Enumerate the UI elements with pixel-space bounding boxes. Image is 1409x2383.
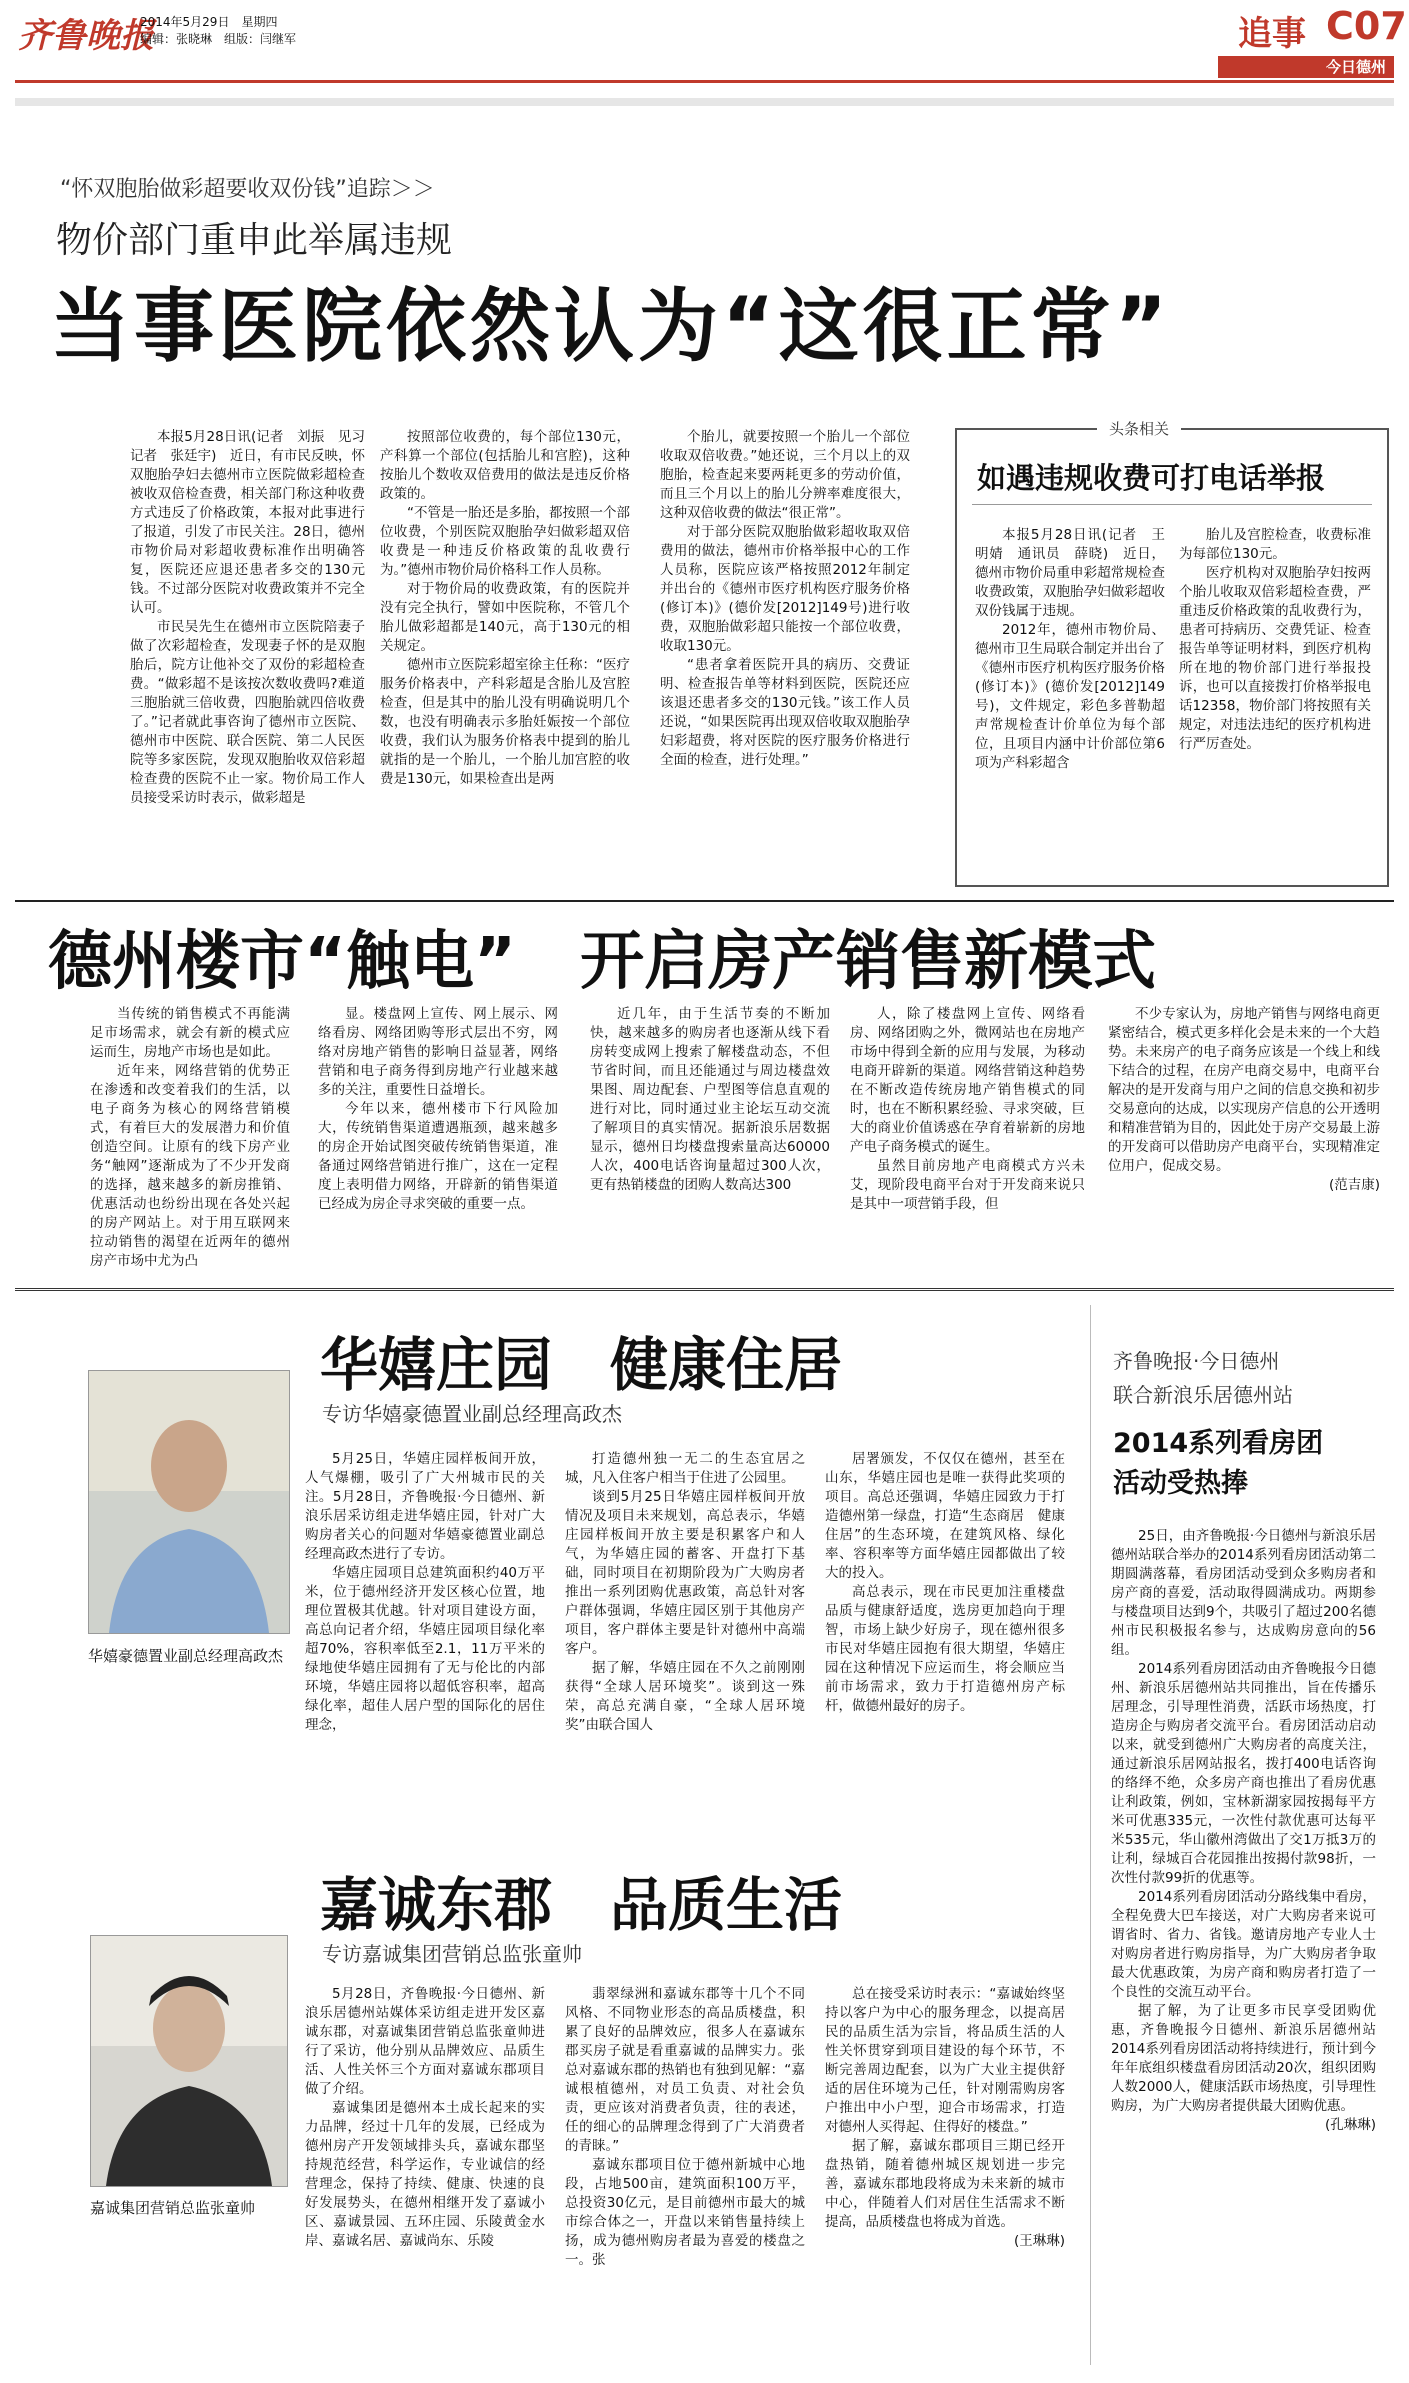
- paragraph: 个胎儿，就要按照一个胎儿一个部位收取双倍收费。”她还说，三个月以上的双胞胎，检查起来要两耗更多的劳动价值，而且三个月以上的胎儿分辨率难度很大，这种双倍收费的做法“很正常”。: [660, 429, 910, 521]
- person-portrait-icon: [89, 1371, 289, 1633]
- paragraph: 医疗机构对双胞胎孕妇按两个胎儿收取双倍彩超检查费，严重违反价格政策的乱收费行为，患者可持病历、交费凭证、检查报告单等证明材料，到医疗机构所在地的物价部门进行举报投诉，也可以直接拨打价格举报电话12358，物价部门将按照有关规定，对违法违纪的医疗机构进行严厉查处。: [1179, 565, 1371, 752]
- paragraph: 嘉诚集团是德州本土成长起来的实力品牌，经过十几年的发展，已经成为德州房产开发领域排头兵，嘉诚东郡坚持规范经营，科学运作，专业诚信的经营理念，保持了持续、健康、快速的良好发展势头，在德州相继开发了嘉诚小区、嘉诚景园、五环庄园、乐陵黄金水岸、嘉诚名居、嘉诚尚东、乐陵: [305, 2100, 545, 2249]
- story2-column-4: [850, 1005, 1085, 1214]
- paragraph: 打造德州独一无二的生态宜居之城，凡入住客户相当于住进了公园里。: [565, 1451, 805, 1486]
- related-box: [955, 420, 1389, 887]
- paragraph: 5月28日，齐鲁晚报·今日德州、新浪乐居德州站媒体采访组走进开发区嘉诚东郡，对嘉诚集团营销总监张童帅进行了采访，他分别从品牌效应、品质生活、人性关怀三个方面对嘉诚东郡项目做了介绍。: [305, 1986, 545, 2097]
- subsection-bar: [1218, 56, 1394, 78]
- paragraph: 今年以来，德州楼市下行风险加大，传统销售渠道遭遇瓶颈，越来越多的房企开始试图突破传统销售渠道，准备通过网络营销进行推广，这在一定程度上表明借力网络，开辟新的销售渠道已经成为房企寻求突破的重要一点。: [318, 1101, 558, 1212]
- executive-photo: [88, 1370, 290, 1634]
- paragraph: 据了解，嘉诚东郡项目三期已经开盘热销，随着德州城区规划进一步完善，嘉诚东郡地段将成为未来新的城市中心，伴随着人们对居住生活需求不断提高，品质楼盘也将成为首选。: [825, 2138, 1065, 2230]
- related-headline: 如遇违规收费可打电话举报: [977, 461, 1326, 495]
- story1-topband: [15, 98, 1394, 106]
- feature2-subtitle: 专访嘉诚集团营销总监张童帅: [322, 1942, 582, 1966]
- paragraph: “患者拿着医院开具的病历、交费证明、检查报告单等材料到医院，医院还应该退还患者多交的130元钱。”该工作人员还说，“如果医院再出现双倍收取双胞胎孕妇彩超费，将对医院的医疗服务价格进行全面的检查，进行处理。”: [660, 657, 910, 768]
- paragraph: 按照部位收费的，每个部位130元，产科算一个部位(包括胎儿和宫腔)，这种按胎儿个数收双倍费用的做法是违反价格政策的。: [380, 429, 630, 502]
- byline: (王琳琳): [1013, 2233, 1065, 2249]
- paragraph: 高总表示，现在市民更加注重楼盘品质与健康舒适度，选房更加趋向于理智，市场上缺少好房子，现在德州很多市民对华嬉庄园抱有很大期望，华嬉庄园在这种情况下应运而生，将会顺应当前市场需求，致力于打造德州房产标杆，做德州最好的房子。: [825, 1584, 1065, 1714]
- paragraph: 本报5月28日讯(记者 王明婧 通讯员 薛晓) 近日，德州市物价局重申彩超常规检查收费政策，双胞胎孕妇做彩超收双份钱属于违规。: [975, 527, 1165, 619]
- director-photo: [90, 1935, 288, 2187]
- event-headline-1: 2014系列看房团: [1113, 1428, 1324, 1459]
- header-rule: [15, 80, 1394, 83]
- feature1-subtitle: 专访华嬉豪德置业副总经理高政杰: [322, 1402, 622, 1426]
- feature1-column-1: [305, 1450, 545, 1735]
- paragraph: 虽然目前房地产电商模式方兴未艾，现阶段电商平台对于开发商来说只是其中一项营销手段，但: [850, 1158, 1085, 1212]
- feature1-column-3: [825, 1450, 1065, 1716]
- paragraph: 德州市立医院彩超室徐主任称：“医疗服务价格表中，产科彩超是含胎儿及宫腔检查，但是其中的胎儿没有明确说明几个数，也没有明确表示多胎妊娠按一个部位收费，我们认为服务价格表中提到的胎儿就指的是一个胎儿，一个胎儿加宫腔的收费是130元，如果检查出是两: [380, 657, 630, 787]
- related-column-1: [975, 526, 1165, 773]
- event-sidebar: [1090, 1305, 1391, 2365]
- byline: (范吉康): [1328, 1177, 1380, 1193]
- related-tag: 头条相关: [1097, 418, 1181, 439]
- story-divider: [15, 900, 1394, 902]
- paragraph: 华嬉庄园项目总建筑面积约40万平米，位于德州经济开发区核心位置，地理位置极其优越。针对项目建设方面，高总向记者介绍，华嬉庄园项目绿化率超70%，容积率低至2.1，11万平米的绿地使华嬉庄园拥有了无与伦比的内部环境，华嬉庄园将以超低容积率，超高绿化率，超佳人居户型的国际化的居住理念，: [305, 1565, 545, 1733]
- paragraph: 市民吴先生在德州市立医院陪妻子做了次彩超检查，发现妻子怀的是双胞胎后，院方让他补交了双份的彩超检查费。“做彩超不是该按次数收费吗?难道三胞胎就三倍收费，四胞胎就四倍收费了。”记者就此事咨询了德州市立医院、德州市中医院、联合医院、第二人民医院等多家医院，发现双胞胎收双倍彩超检查费的医院不止一家。物价局工作人员接受采访时表示，做彩超是: [130, 619, 365, 806]
- byline: (孔琳琳): [1324, 2117, 1376, 2133]
- header-meta: [140, 14, 296, 48]
- story2-column-5: [1108, 1005, 1380, 1195]
- paragraph: 据了解，华嬉庄园在不久之前刚刚获得“全球人居环境奖”。谈到这一殊荣，高总充满自豪，“全球人居环境奖”由联合国人: [565, 1660, 805, 1733]
- paragraph: 总在接受采访时表示：“嘉诚始终坚持以客户为中心的服务理念，以提高居民的品质生活为宗旨，将品质生活的人性关怀贯穿到项目建设的每个环节，不断完善周边配套，以为广大业主提供舒适的居住环境为己任，针对刚需购房客户推出中小户型，迎合市场需求，打造对德州人买得起、住得好的楼盘。”: [825, 1986, 1065, 2135]
- editors-line: 编辑：张晓琳 组版：闫继军: [140, 32, 297, 46]
- story2-headline: 德州楼市“触电” 开启房产销售新模式: [48, 925, 1157, 999]
- paragraph: 谈到5月25日华嬉庄园样板间开放情况及项目未来规划，高总表示，华嬉庄园样板间开放主要是积累客户和人气，为华嬉庄园的蓄客、开盘打下基础，同时项目在初期阶段为广大购房者推出一系列团购优惠政策，高总针对客户群体强调，华嬉庄园区别于其他房产项目，客户群体主要是针对德州中高端客户。: [565, 1489, 805, 1657]
- page-number: C07: [1326, 4, 1407, 48]
- feature2-column-2: [565, 1985, 805, 2270]
- paragraph: 显。楼盘网上宣传、网上展示、网络看房、网络团购等形式层出不穷，网络对房地产销售的影响日益显著，网络营销和电子商务得到房地产行业越来越多的关注，重要性日益增长。: [318, 1006, 558, 1098]
- paragraph: 当传统的销售模式不再能满足市场需求，就会有新的模式应运而生，房地产市场也是如此。: [90, 1006, 290, 1060]
- section-title: 追事: [1238, 14, 1306, 54]
- paragraph: 对于部分医院双胞胎做彩超收取双倍费用的做法，德州市价格举报中心的工作人员称，医院应该严格按照2012年制定并出台的《德州市医疗机构医疗服务价格(修订本)》(德价发[2012]149号)进行收费，双胞胎做彩超只能按一个部位收费，收取130元。: [660, 524, 910, 654]
- feature2-column-1: [305, 1985, 545, 2251]
- paragraph: 嘉诚东郡项目位于德州新城中心地段，占地500亩，建筑面积100万平，总投资30亿元，是目前德州市最大的城市综合体之一，开盘以来销售量持续上扬，成为德州购房者最为喜爱的楼盘之一。张: [565, 2157, 805, 2268]
- story1-column-3: [660, 428, 910, 770]
- feature1-headline: 华嬉庄园 健康住居: [320, 1331, 843, 1399]
- paragraph: 5月25日，华嬉庄园样板间开放，人气爆棚，吸引了广大州城市民的关注。5月28日，齐鲁晚报·今日德州、新浪乐居采访组走进华嬉庄园，针对广大购房者关心的问题对华嬉豪德置业副总经理高政杰进行了专访。: [305, 1451, 545, 1562]
- feature2-column-3: [825, 1985, 1065, 2251]
- paragraph: 本报5月28日讯(记者 刘振 见习记者 张廷宇) 近日，有市民反映，怀双胞胎孕妇去德州市立医院做彩超检查被收双倍检查费，相关部门称这种收费方式违反了价格政策，本报对此事进行了报道，引发了市民关注。28日，德州市物价局对彩超收费标准作出明确答复，医院还应退还患者多交的130元钱。不过部分医院对收费政策并不完全认可。: [130, 429, 365, 616]
- event-body: [1111, 1527, 1376, 2135]
- event-line1: 齐鲁晚报·今日德州: [1113, 1349, 1280, 1373]
- paragraph: 胎儿及宫腔检查，收费标准为每部位130元。: [1179, 527, 1371, 562]
- related-divider: [972, 504, 1372, 505]
- paragraph: 居署颁发，不仅仅在德州，甚至在山东，华嬉庄园也是唯一获得此奖项的项目。高总还强调，华嬉庄园致力于打造德州第一绿盘，打造“生态商居 健康住居”的生态环境，在建筑风格、绿化率、容积率等方面华嬉庄园都做出了较大的投入。: [825, 1451, 1065, 1581]
- paragraph: 对于物价局的收费政策，有的医院并没有完全执行，譬如中医院称，不管几个胎儿做彩超都是140元，高于130元的相关规定。: [380, 581, 630, 654]
- paragraph: 2014系列看房团活动由齐鲁晚报今日德州、新浪乐居德州站共同推出，旨在传播乐居理念，引导理性消费，活跃市场热度，打造房企与购房者交流平台。看房团活动启动以来，就受到德州广大购房者的高度关注，通过新浪乐居网站报名，拨打400电话咨询的络绎不绝，众多房产商也推出了看房优惠让利政策，例如，宝林新湖家园按揭每平方米可优惠335元，一次性付款优惠可达每平米535元，华山徽州湾做出了交1万抵3万的让利，绿城百合花园推出按揭付款98折，一次性付款99折的优惠等。: [1111, 1661, 1376, 1886]
- paragraph: 近几年，由于生活节奏的不断加快，越来越多的购房者也逐渐从线下看房转变成网上搜索了解楼盘动态，不但节省时间，而且还能通过与周边楼盘效果图、周边配套、户型图等信息直观的进行对比，同时通过业主论坛互动交流了解项目的真实情况。据新浪乐居数据显示，德州日均楼盘搜索量高达60000人次，400电话咨询量超过300人次，更有热销楼盘的团购人数高达300: [590, 1006, 830, 1193]
- story1-subhead: 物价部门重申此举属违规: [56, 220, 453, 261]
- paragraph: 25日，由齐鲁晚报·今日德州与新浪乐居德州站联合举办的2014系列看房团活动第二期圆满落幕，看房团活动受到众多购房者和房产商的喜爱，活动取得圆满成功。两期参与楼盘项目达到9个，共吸引了超过200名德州市民积极报名参与，达成购房意向的56组。: [1111, 1528, 1376, 1658]
- feature2-headline: 嘉诚东郡 品质生活: [320, 1871, 843, 1939]
- paragraph: 2012年，德州市物价局、德州市卫生局联合制定并出台了《德州市医疗机构医疗服务价格(修订本)》(德价发[2012]149号)，文件规定，彩色多普勒超声常规检查计价单位为每个部位，且项目内涵中计价部位第6项为产科彩超含: [975, 622, 1165, 771]
- photo-caption: 嘉诚集团营销总监张童帅: [90, 2199, 256, 2217]
- story2-column-2: [318, 1005, 558, 1214]
- paragraph: 近年来，网络营销的优势正在渗透和改变着我们的生活，以电子商务为核心的网络营销模式，有着巨大的发展潜力和价值创造空间。让原有的线下房产业务“触网”逐渐成为了不少开发商的选择，越来越多的新房推销、优惠活动也纷纷出现在各处兴起的房产网站上。对于用互联网来拉动销售的渴望在近两年的德州房产市场中尤为凸: [90, 1063, 290, 1269]
- related-column-2: [1179, 526, 1371, 754]
- paragraph: 翡翠绿洲和嘉诚东郡等十几个不同风格、不同物业形态的高品质楼盘，积累了良好的品牌效应，很多人在嘉诚东郡买房子就是看重嘉诚的品牌实力。张总对嘉诚东郡的热销也有独到见解：“嘉诚根植德州，对员工负责、对社会负责，更应该对消费者负责，往的表述，任的细心的品牌理念得到了广大消费者的青睐。”: [565, 1986, 805, 2154]
- person-portrait-icon: [91, 1936, 287, 2186]
- masthead-logo: 齐鲁晚报: [18, 16, 154, 56]
- paragraph: 据了解，为了让更多市民享受团购优惠，齐鲁晚报今日德州、新浪乐居德州站2014系列看房团活动将持续进行，预计到今年年底组织楼盘看房团活动20次，组织团购人数2000人，健康活跃市场热度，引导理性购房，为广大购房者提供最大团购优惠。: [1111, 2003, 1376, 2114]
- paragraph: “不管是一胎还是多胎，都按照一个部位收费，个别医院双胞胎孕妇做彩超双倍收费是一种违反价格政策的乱收费行为。”德州市物价局价格科工作人员称。: [380, 505, 630, 578]
- event-line2: 联合新浪乐居德州站: [1113, 1383, 1293, 1407]
- ad-section-rule: [15, 1288, 1394, 1291]
- story1-column-1: [130, 428, 365, 808]
- subsection-label: 今日德州: [1325, 58, 1386, 76]
- story1-kicker: “怀双胞胎做彩超要收双份钱”追踪＞＞: [60, 177, 435, 202]
- story1-column-2: [380, 428, 630, 789]
- feature1-column-2: [565, 1450, 805, 1735]
- story2-column-1: [90, 1005, 290, 1271]
- story2-column-3: [590, 1005, 830, 1195]
- paragraph: 不少专家认为，房地产销售与网络电商更紧密结合，模式更多样化会是未来的一个大趋势。未来房产的电子商务应该是一个线上和线下结合的过程，在房产电商交易中，电商平台解决的是开发商与用户之间的信息交换和初步交易意向的达成，以实现房产信息的公开透明和精准营销为目的，因此处于房产交易最上游的开发商可以借助房产电商平台，实现精准定位用户，促成交易。: [1108, 1006, 1380, 1174]
- paragraph: 人，除了楼盘网上宣传、网络看房、网络团购之外，微网站也在房地产市场中得到全新的应用与发展，为移动电商开辟新的渠道。网络营销这种趋势在不断改造传统房地产销售模式的同时，也在不断积累经验、寻求突破，巨大的商业价值诱惑在孕育着崭新的房地产电子商务模式的诞生。: [850, 1006, 1085, 1155]
- photo-caption: 华嬉豪德置业副总经理高政杰: [88, 1647, 284, 1665]
- paragraph: 2014系列看房团活动分路线集中看房，全程免费大巴车接送，对广大购房者来说可谓省时、省力、省钱。邀请房地产专业人士对购房者进行购房指导，为广大购房者争取最大优惠政策，为房产商和购房者打造了一个良性的交流互动平台。: [1111, 1889, 1376, 2000]
- story1-headline: 当事医院依然认为“这很正常”: [50, 280, 1172, 373]
- issue-date: 2014年5月29日 星期四: [140, 15, 278, 29]
- event-headline-2: 活动受热捧: [1113, 1468, 1248, 1499]
